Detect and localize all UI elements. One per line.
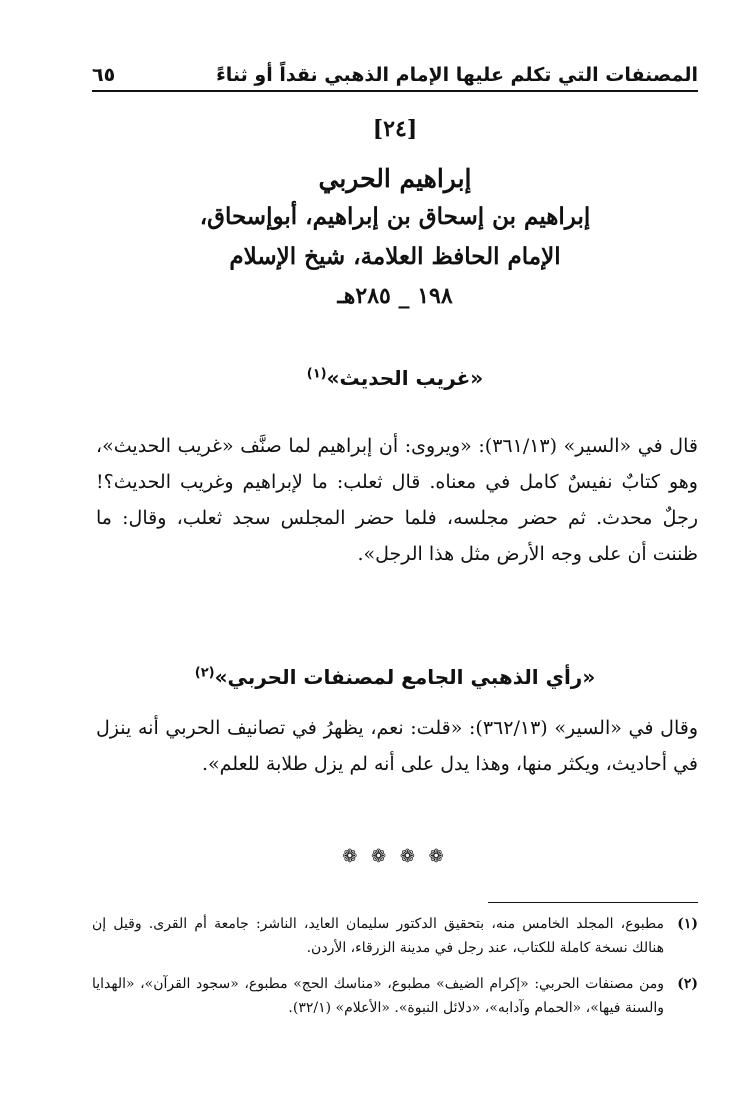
section-heading-text: «رأي الذهبي الجامع لمصنفات الحربي» — [214, 665, 596, 689]
footnote-2 — [92, 972, 698, 1020]
running-title: المصنفات التي تكلم عليها الإمام الذهبي نقداً أو ثناءً — [216, 64, 698, 86]
person-full-name: إبراهيم بن إسحاق بن إبراهيم، أبوإسحاق، — [199, 203, 591, 230]
footnote-number: (١) — [677, 916, 698, 932]
section-heading-gharib — [92, 366, 698, 390]
footnote-1 — [92, 912, 698, 960]
page-number: ٦٥ — [92, 64, 116, 86]
person-dates: ١٩٨ _ ٢٨٥هـ — [337, 283, 453, 309]
footnote-number: (٢) — [677, 976, 698, 992]
footnote-text: ومن مصنفات الحربي: «إكرام الضيف» مطبوع، «مناسك الحج» مطبوع، «سجود القرآن»، «الهدايا والسنة فيها»، «الحمام وآدابه»، «دلائل النبوة». «الأعلام» (٣٢/١). — [92, 976, 664, 1016]
section-heading-text: «غريب الحديث» — [326, 366, 484, 390]
section-heading-dhahabi-opinion — [92, 665, 698, 689]
person-name: إبراهيم الحربي — [318, 164, 472, 193]
section-body-dhahabi-opinion: وقال في «السير» (٣٦٢/١٣): «قلت: نعم، يظهرُ في تصانيف الحربي أنه ينزل في أحاديث، ويكثر منها، وهذا يدل على أنه لم يزل طلابة للعلم». — [96, 717, 698, 775]
section-body-gharib: قال في «السير» (٣٦١/١٣): «ويروى: أن إبراهيم لما صنَّف «غريب الحديث»، وهو كتابٌ نفيسٌ كامل في معناه. قال ثعلب: ما لإبراهيم وغريب الحديث؟! رجلٌ محدث. ثم حضر مجلسه، فلما حضر المجلس سجد ثعلب، وقال: ما ظننت أن على وجه الأرض مثل هذا الرجل». — [96, 435, 698, 565]
footnote-separator — [488, 902, 698, 903]
running-header — [92, 56, 698, 92]
footnote-text: مطبوع، المجلد الخامس منه، بتحقيق الدكتور سليمان العايد، الناشر: جامعة أم القرى. وقيل إن هنالك نسخة كاملة للكتاب، عند رجل في مدينة الزرقاء، الأردن. — [92, 916, 664, 956]
footnote-ref-1: (١) — [306, 366, 327, 382]
footnote-ref-2: (٢) — [194, 665, 215, 681]
entry-number: [٢٤] — [372, 116, 418, 142]
person-titles: الإمام الحافظ العلامة، شيخ الإسلام — [229, 243, 561, 270]
ornament-divider: ❁ ❁ ❁ ❁ — [342, 846, 448, 867]
